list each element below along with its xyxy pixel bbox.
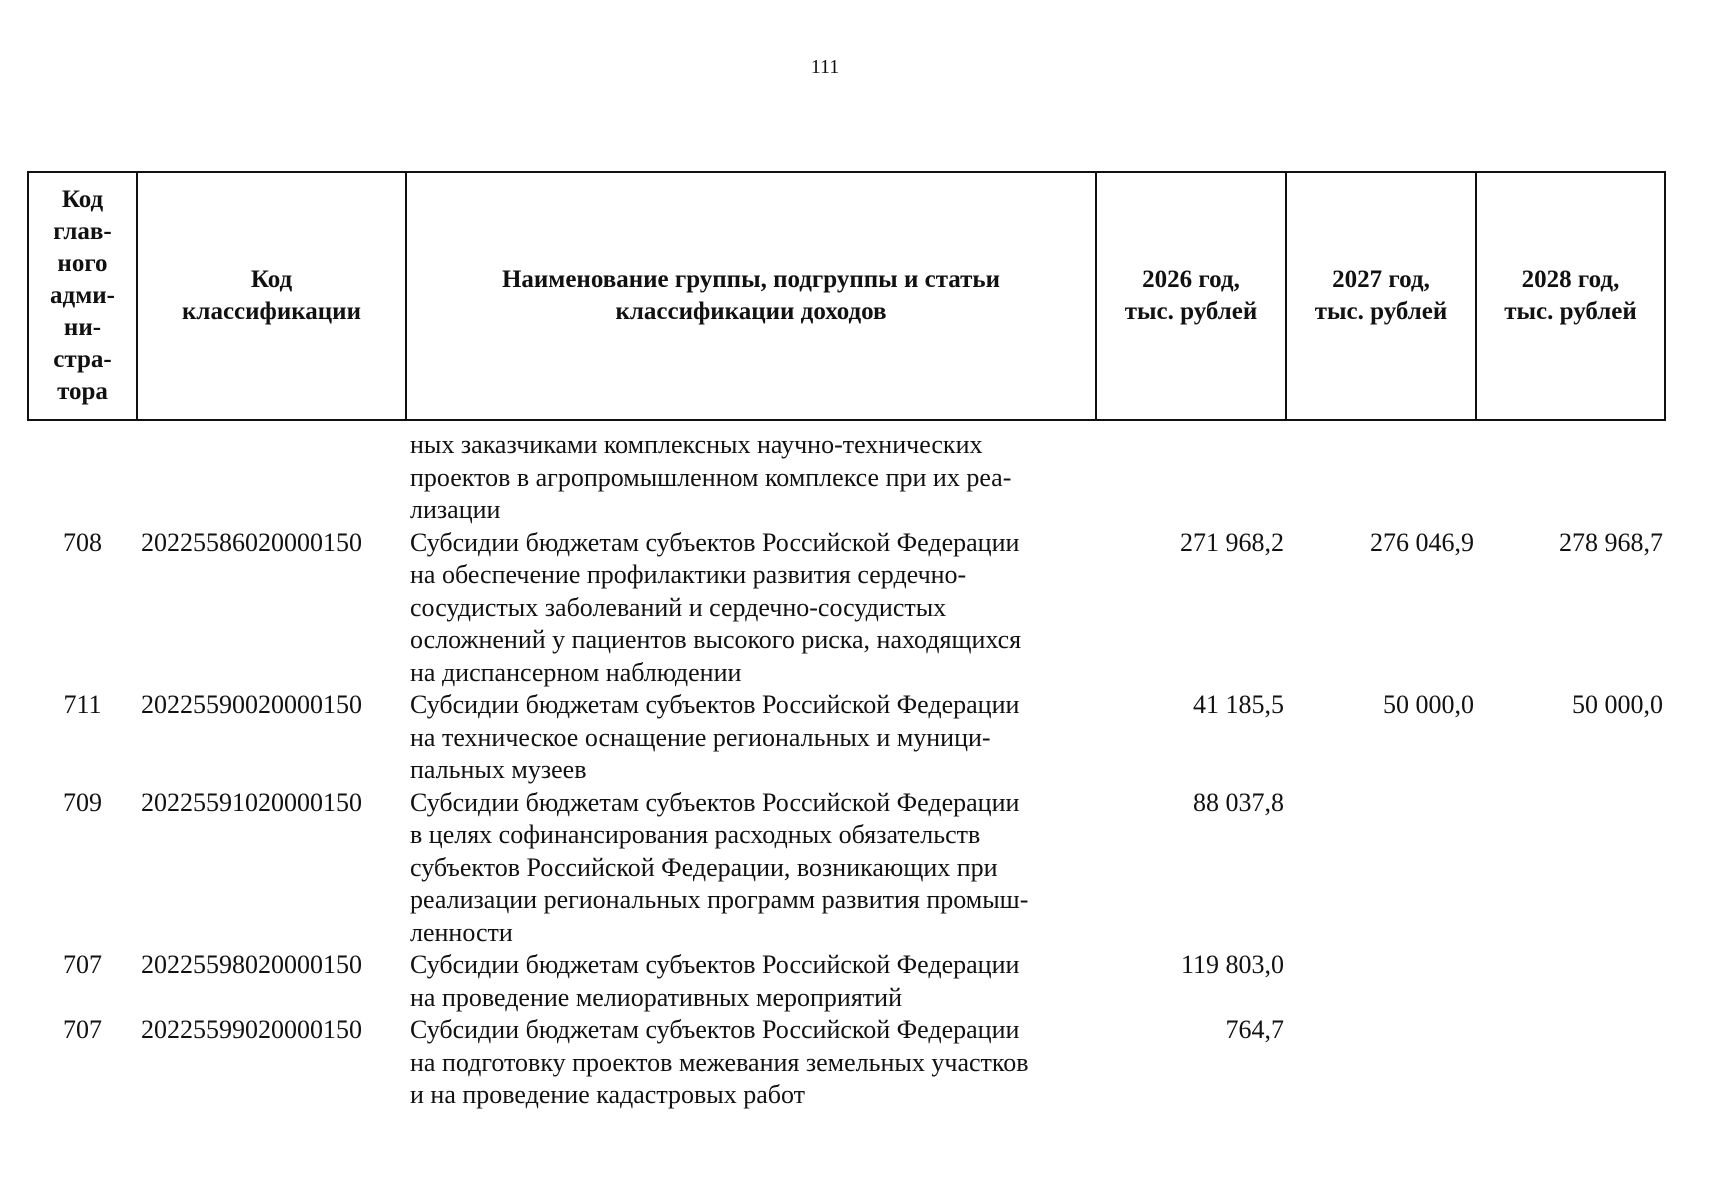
header-line: 2026 год, xyxy=(1142,266,1240,293)
header-income-name xyxy=(406,172,1096,420)
income-name-cell xyxy=(406,420,1096,527)
header-line: адми- xyxy=(50,282,115,309)
amount-2026-cell xyxy=(1096,420,1286,527)
income-name-line: Субсидии бюджетам субъектов Российской Федерации xyxy=(410,527,1020,557)
table-header-row xyxy=(28,172,1665,420)
amount-2026-cell: 119 803,0 xyxy=(1180,950,1284,979)
revenue-table xyxy=(27,171,1666,1112)
header-year-2028 xyxy=(1476,172,1665,420)
header-line: ни- xyxy=(63,314,102,341)
income-name-line: и на проведение кадастровых работ xyxy=(410,1080,806,1109)
amount-2028-cell: 278 968,7 xyxy=(1559,527,1663,557)
amount-2027-cell xyxy=(1286,1014,1476,1112)
admin-code-cell: 707 xyxy=(63,950,102,979)
amount-2027-cell xyxy=(1286,787,1476,950)
income-name-cell xyxy=(406,787,1096,950)
table-row xyxy=(28,949,1665,1014)
amount-2026-cell: 764,7 xyxy=(1225,1015,1284,1044)
income-name-line: Субсидии бюджетам субъектов Российской Федерации xyxy=(410,787,1020,817)
income-name-line: пальных музеев xyxy=(410,755,587,784)
income-name-line: на техническое оснащение региональных и муници- xyxy=(410,722,991,752)
table-row xyxy=(28,1014,1665,1112)
classification-code-cell: 20225599020000150 xyxy=(141,1015,362,1044)
income-name-line: лизации xyxy=(410,495,501,524)
amount-2027-cell: 276 046,9 xyxy=(1370,527,1474,557)
header-line: 2027 год, xyxy=(1332,266,1430,293)
amount-2027-cell xyxy=(1286,949,1476,1014)
income-name-line: на диспансерном наблюдении xyxy=(410,657,742,687)
header-classification-code xyxy=(137,172,406,420)
income-name-line: осложнений у пациентов высокого риска, находящихся xyxy=(410,625,1022,654)
admin-code-cell: 709 xyxy=(63,787,102,817)
income-name-line: на подготовку проектов межевания земельных участков xyxy=(410,1047,1029,1077)
income-name-line: сосудистых заболеваний и сердечно-сосудистых xyxy=(410,592,947,622)
amount-2028-cell xyxy=(1476,420,1665,527)
income-name-line: на проведение мелиоративных мероприятий xyxy=(410,982,902,1012)
amount-2028-cell xyxy=(1476,949,1665,1014)
header-line: тора xyxy=(57,378,108,405)
income-name-line: реализации региональных программ развития промыш- xyxy=(410,885,1029,914)
header-year-2026 xyxy=(1096,172,1286,420)
admin-code-cell: 707 xyxy=(63,1015,102,1044)
header-line: тыс. рублей xyxy=(1314,298,1448,325)
header-line: Наименование группы, подгруппы и статьи xyxy=(501,266,1001,293)
table-row xyxy=(28,787,1665,950)
classification-code-cell xyxy=(137,420,406,527)
income-name-line: Субсидии бюджетам субъектов Российской Федерации xyxy=(410,690,1020,719)
income-name-line: в целях софинансирования расходных обязательств xyxy=(410,820,981,849)
income-name-line: ленности xyxy=(410,917,513,947)
classification-code-cell: 20225591020000150 xyxy=(141,787,362,817)
income-name-line: Субсидии бюджетам субъектов Российской Федерации xyxy=(410,1015,1020,1044)
header-line: 2028 год, xyxy=(1521,266,1620,293)
income-name-line: ных заказчиками комплексных научно-технических xyxy=(410,430,983,459)
admin-code-cell: 711 xyxy=(63,690,102,719)
amount-2027-cell: 50 000,0 xyxy=(1383,690,1474,719)
header-year-2027 xyxy=(1286,172,1476,420)
amount-2026-cell: 41 185,5 xyxy=(1193,690,1284,719)
amount-2028-cell xyxy=(1476,787,1665,950)
page-number: 111 xyxy=(810,56,840,78)
header-admin-code xyxy=(28,172,137,420)
header-line: глав- xyxy=(53,218,112,245)
income-name-cell xyxy=(406,527,1096,690)
header-line: тыс. рублей xyxy=(1124,298,1258,325)
admin-code-cell: 708 xyxy=(63,527,102,557)
amount-2026-cell: 271 968,2 xyxy=(1180,527,1284,557)
table-row xyxy=(28,527,1665,690)
income-name-line: проектов в агропромышленном комплексе при их реа- xyxy=(410,462,1012,492)
amount-2027-cell xyxy=(1286,420,1476,527)
table-body xyxy=(28,420,1665,1112)
header-line: классификации xyxy=(182,298,361,325)
income-name-cell xyxy=(406,689,1096,787)
admin-code-cell xyxy=(28,420,137,527)
income-name-line: субъектов Российской Федерации, возникающих при xyxy=(410,852,998,882)
classification-code-cell: 20225590020000150 xyxy=(141,690,362,719)
income-name-line: на обеспечение профилактики развития сердечно- xyxy=(410,560,967,589)
income-name-cell xyxy=(406,949,1096,1014)
income-name-line: Субсидии бюджетам субъектов Российской Федерации xyxy=(410,950,1020,979)
header-line: стра- xyxy=(53,346,112,373)
amount-2026-cell: 88 037,8 xyxy=(1193,787,1284,817)
header-line: тыс. рублей xyxy=(1504,298,1637,325)
amount-2028-cell: 50 000,0 xyxy=(1572,690,1663,719)
table-row xyxy=(28,689,1665,787)
header-line: классификации доходов xyxy=(615,298,887,325)
header-line: Код xyxy=(250,266,293,293)
header-line: ного xyxy=(57,250,108,277)
header-line: Код xyxy=(61,186,104,213)
classification-code-cell: 20225598020000150 xyxy=(141,950,362,979)
amount-2028-cell xyxy=(1476,1014,1665,1112)
income-name-cell xyxy=(406,1014,1096,1112)
table-row xyxy=(28,420,1665,527)
classification-code-cell: 20225586020000150 xyxy=(141,527,362,557)
